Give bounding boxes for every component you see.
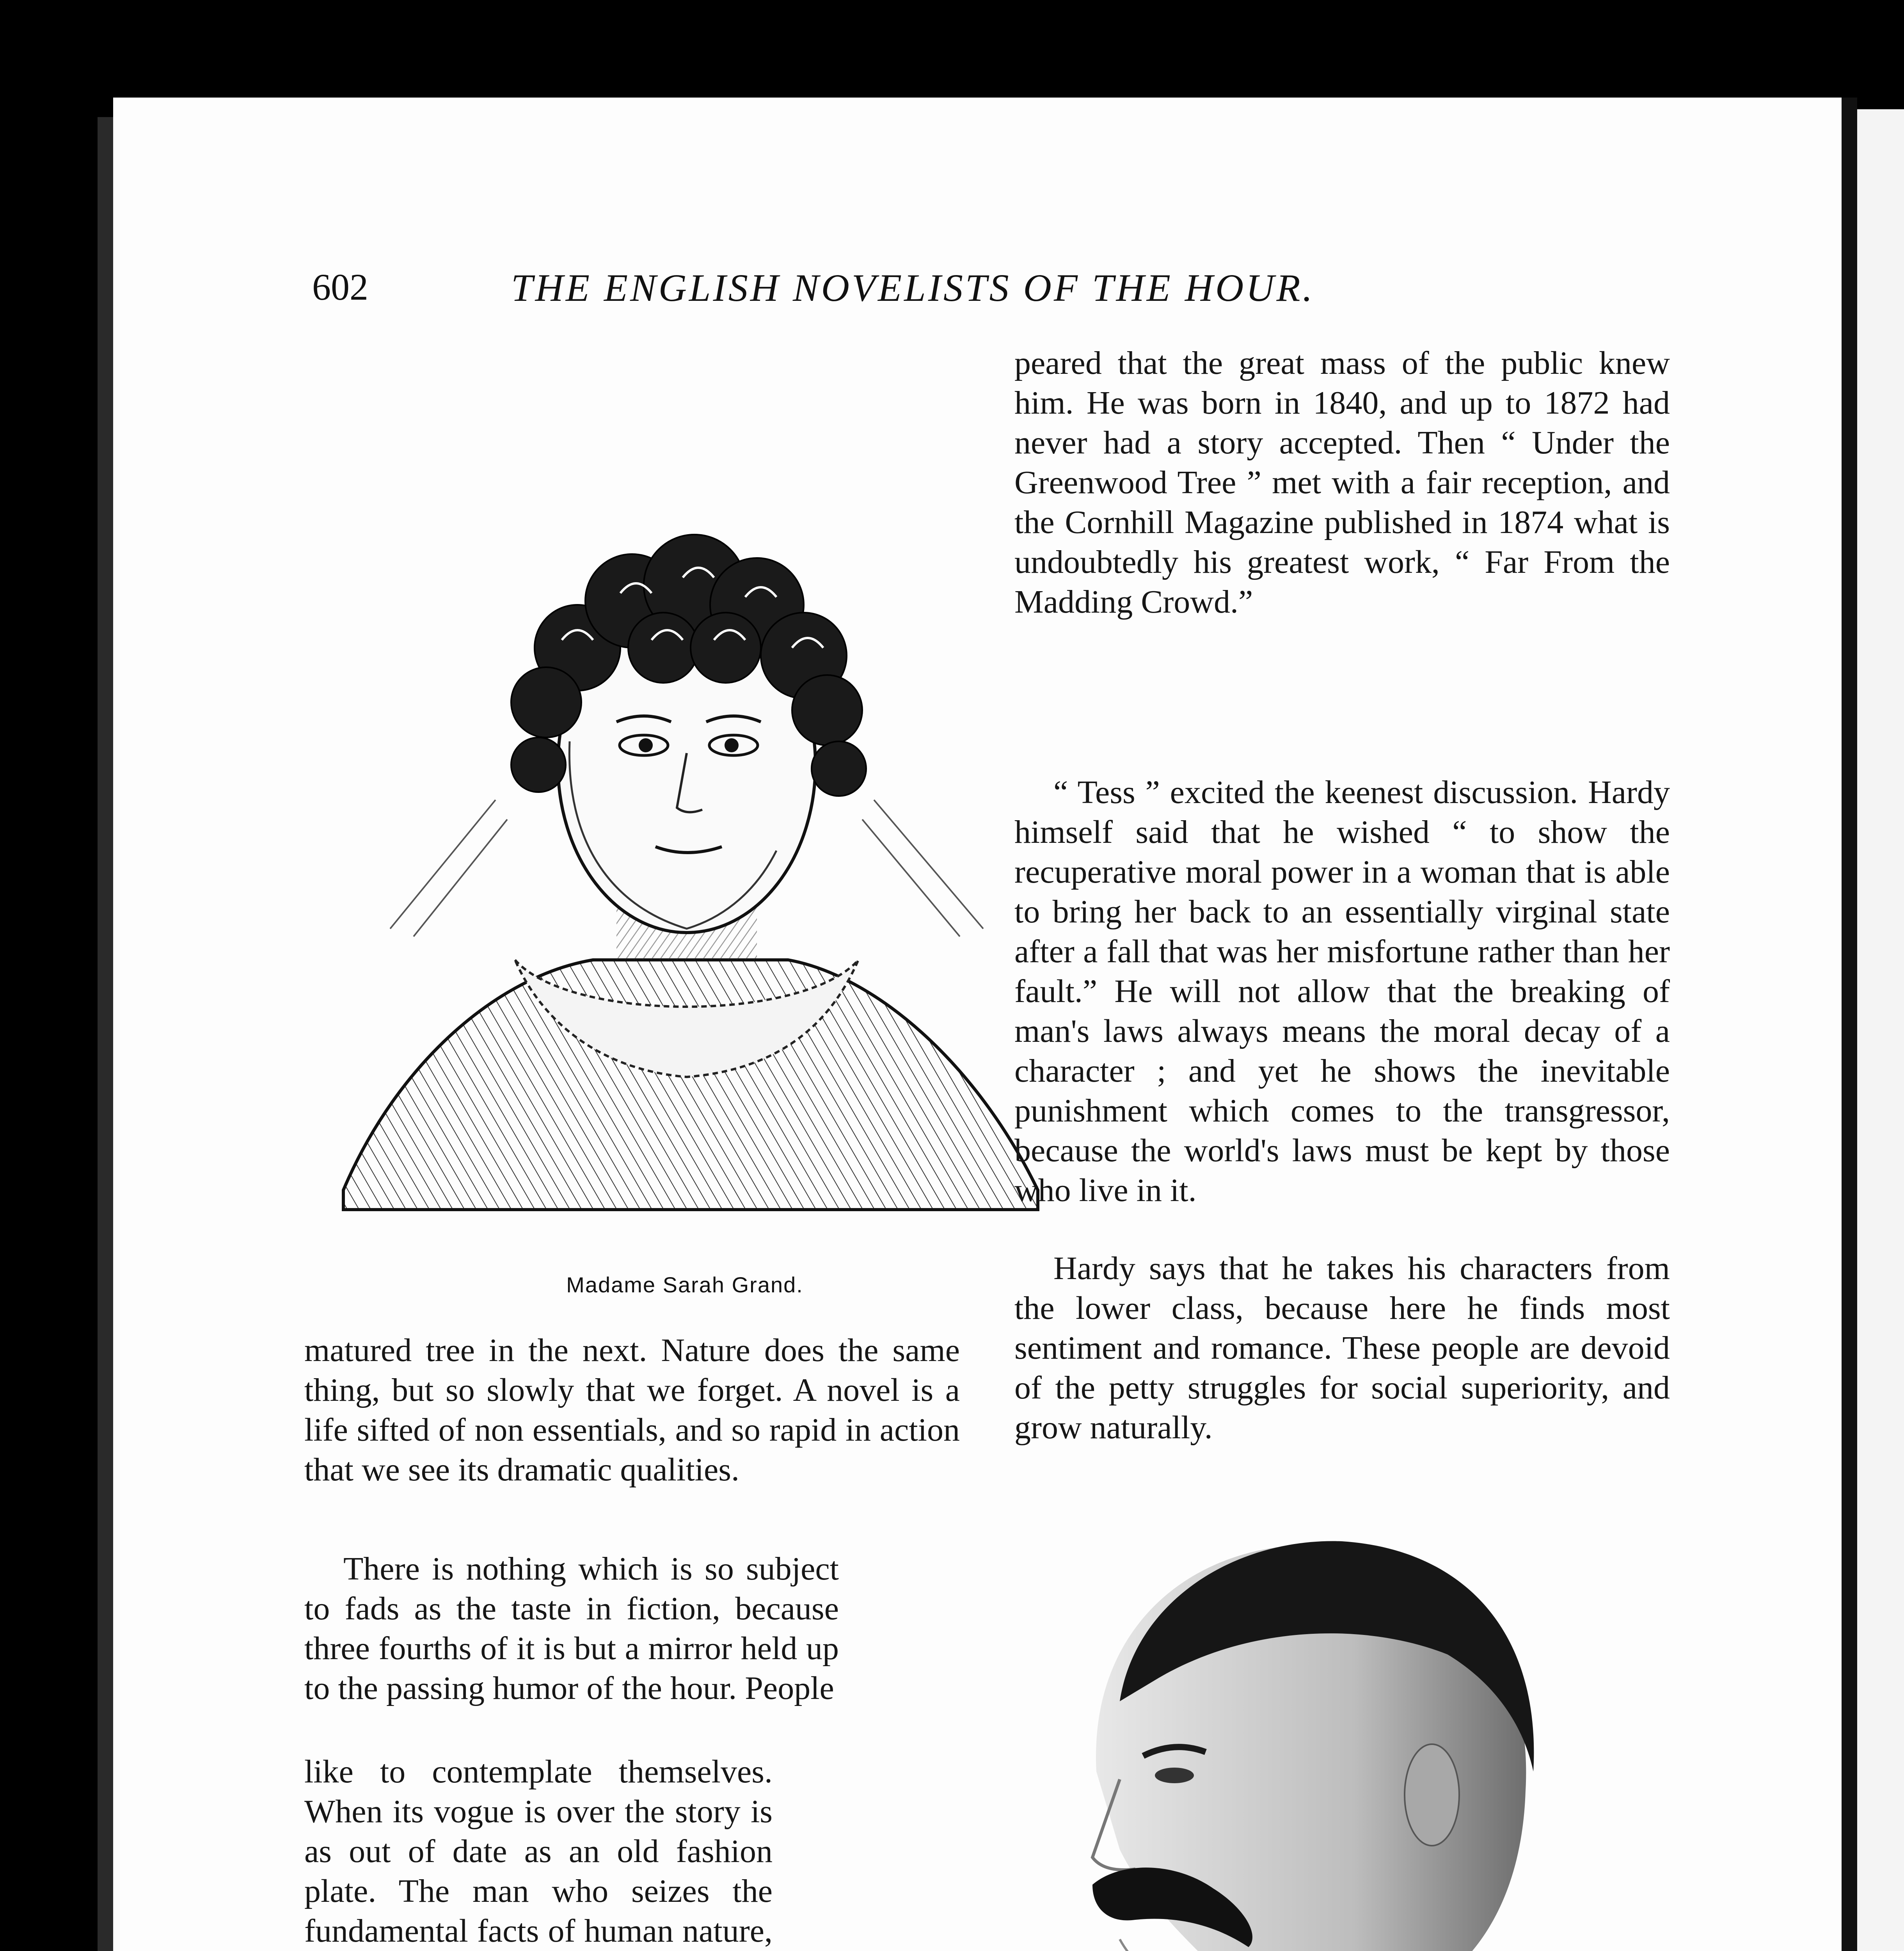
left-paragraph-2: There is nothing which is so subject to fads as the taste in fiction, because three fourths of it is but a mirror held up to the passing humor of the hour. People	[304, 1551, 839, 1706]
sarah-grand-portrait	[297, 351, 1073, 1241]
right-paragraph-3: Hardy says that he takes his characters from the lower class, because here he finds most sentiment and romance. These people are devoid of the petty struggles for social superiority, and grow naturally.	[1014, 1250, 1670, 1446]
right-paragraph-1: peared that the great mass of the public knew him. He was born in 1840, and up to 1872 had never had a story accepted. Then “ Under the Greenwood Tree ” met with a fair reception, and the Cornhill Magazine published in 1874 what is undoubtedly his greatest work, “ Far From the Madding Crowd.”	[1014, 345, 1670, 620]
magazine-page	[113, 98, 1842, 1951]
page-left-edge	[98, 117, 113, 1951]
page-number: 602	[312, 266, 368, 308]
left-paragraph-3: like to contemplate themselves. When its vogue is over the story is as out of date as an old fashion plate. The man who seizes the fundamental facts of human nature,	[304, 1754, 773, 1949]
right-paragraph-2: “ Tess ” excited the keenest discussion. Hardy himself said that he wished “ to show the recuperative moral power in a woman that is able to bring her back to an essentially virginal state after a fall that was her misfortune rather than her fault.” He will not allow that the breaking of man's laws always means the moral decay of a character ; and yet he shows the inevitable punishment which comes to the transgressor, because the world's laws must be kept by those who live in it.	[1014, 774, 1670, 1208]
left-paragraph-1: matured tree in the next. Nature does the same thing, but so slowly that we forget. A novel is a life sifted of non essentials, and so rapid in action that we see its dramatic qualities.	[304, 1332, 960, 1488]
sarah-grand-caption: Madame Sarah Grand.	[566, 1272, 803, 1297]
next-page-edge	[1857, 109, 1904, 1951]
barrie-photograph	[823, 1381, 1752, 1951]
page-header	[113, 265, 1842, 343]
running-title: THE ENGLISH NOVELISTS OF THE HOUR.	[511, 266, 1315, 309]
photo-portrait	[823, 1381, 1752, 1951]
engraving-illustration	[297, 351, 1073, 1241]
